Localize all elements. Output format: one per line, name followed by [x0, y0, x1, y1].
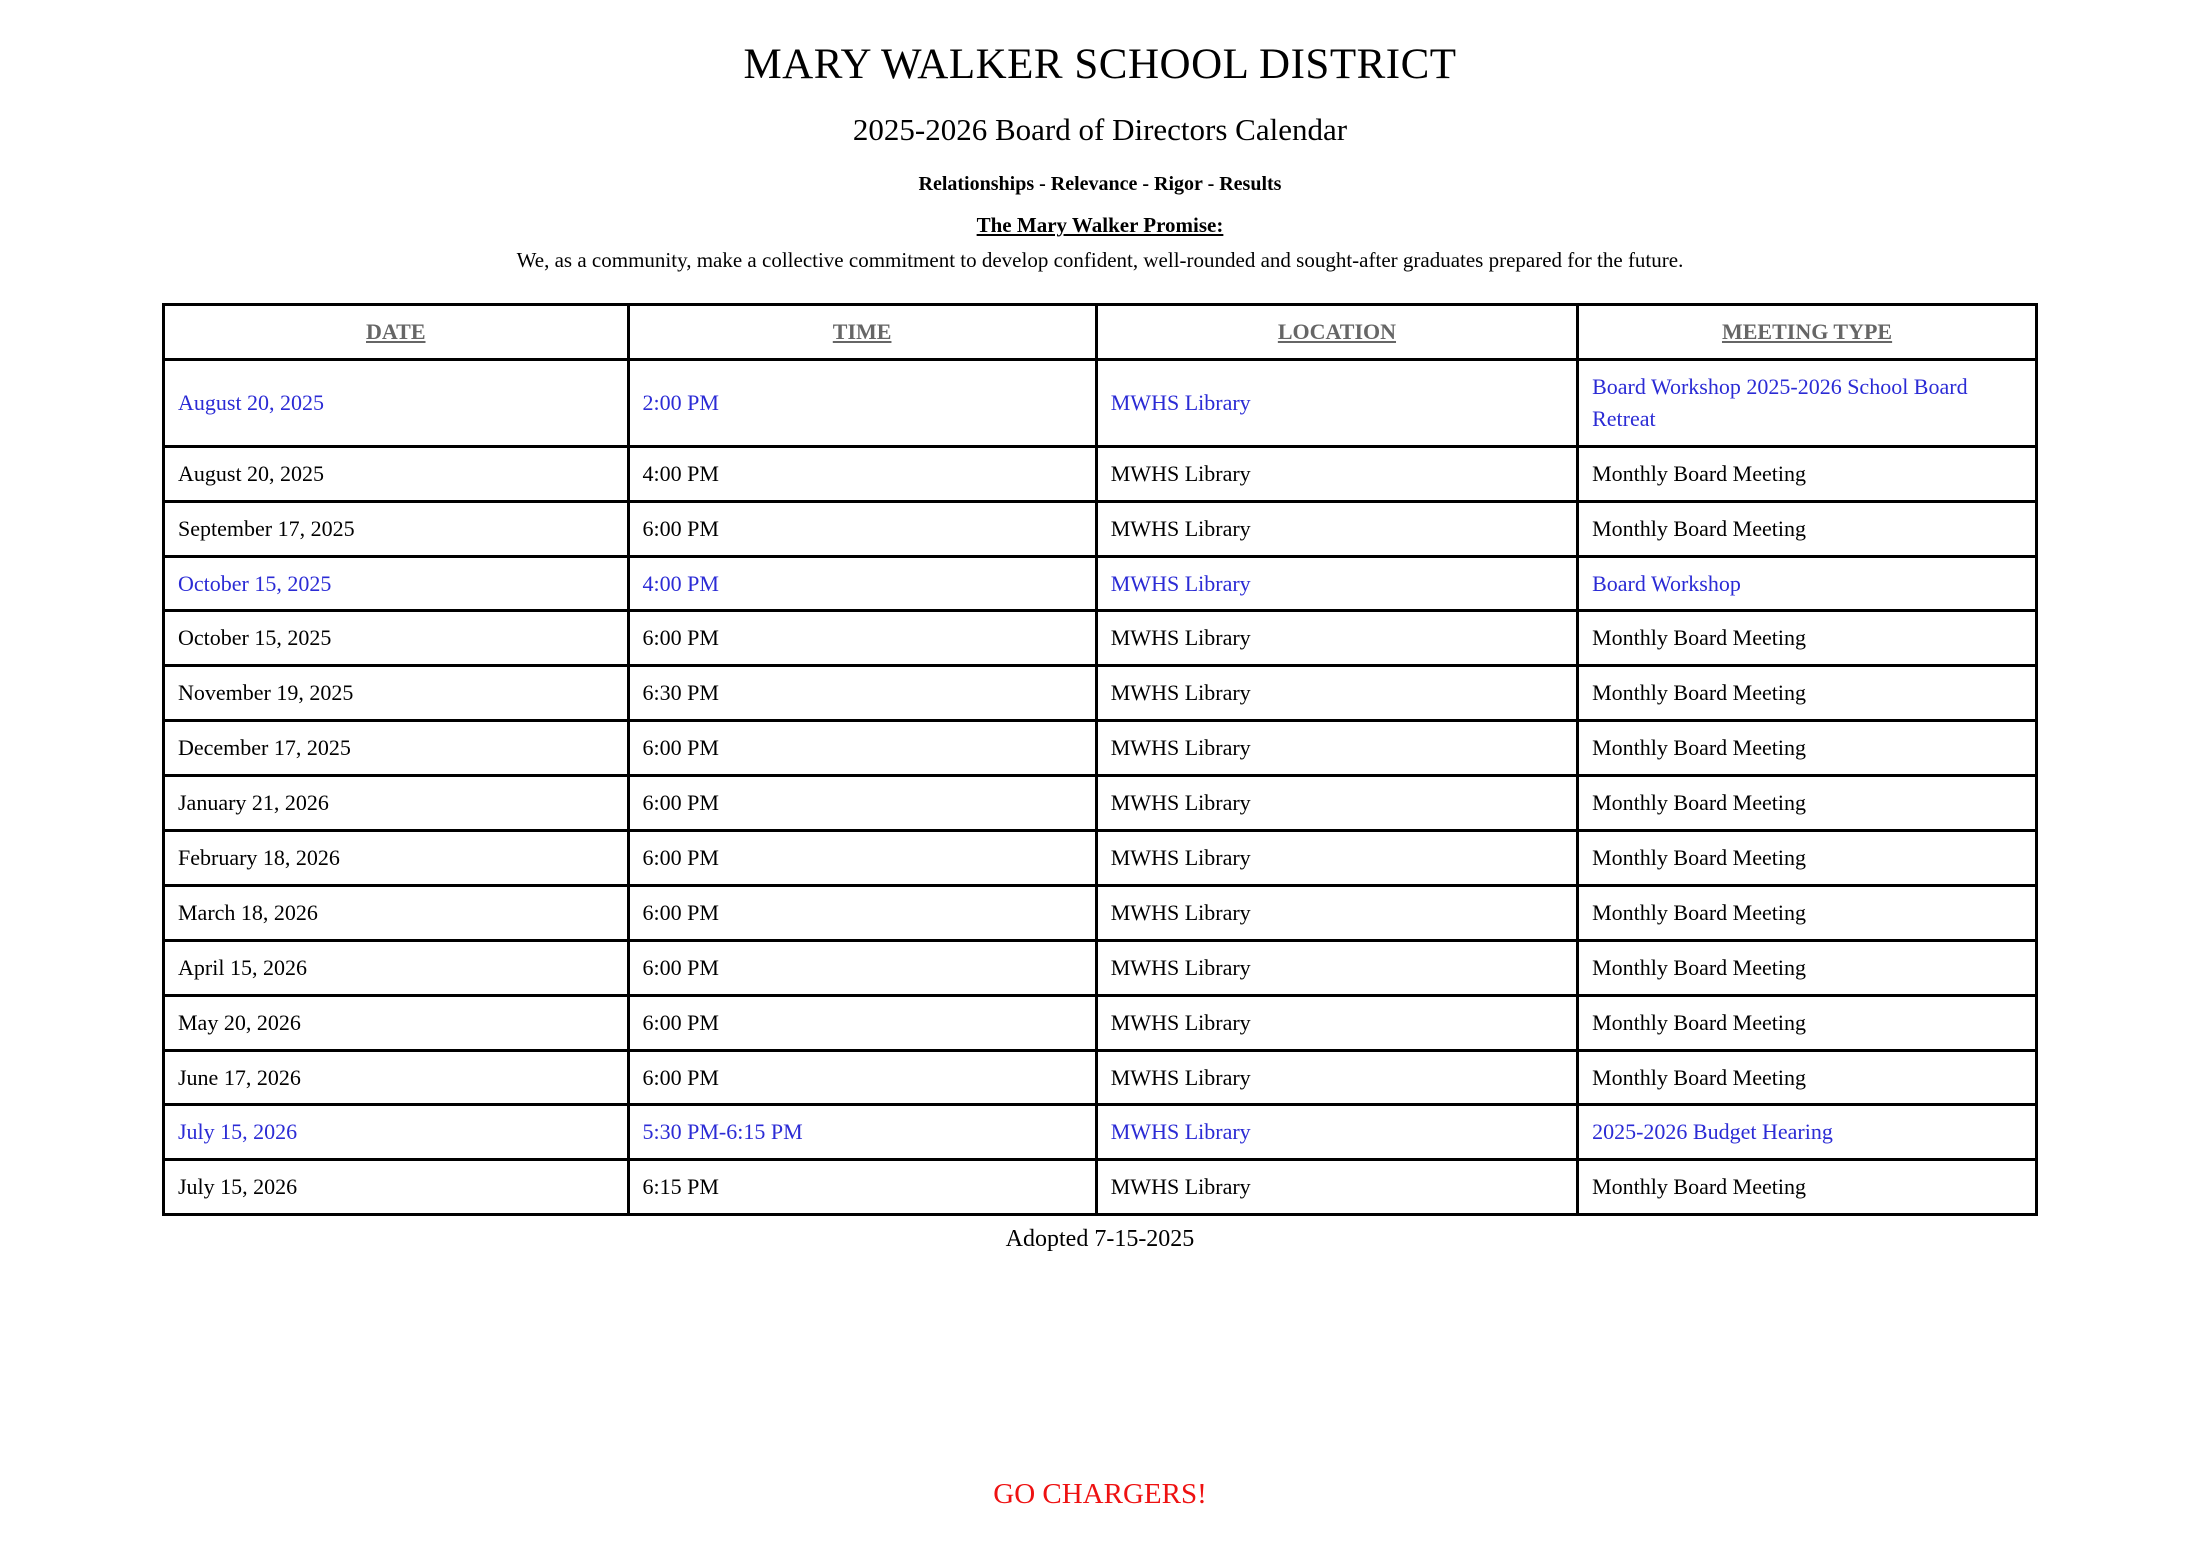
time-cell: 6:00 PM — [628, 940, 1096, 995]
location-cell: MWHS Library — [1096, 666, 1577, 721]
meeting-type-cell: 2025-2026 Budget Hearing — [1578, 1105, 2037, 1160]
calendar-subtitle: 2025-2026 Board of Directors Calendar — [852, 112, 1348, 147]
location-cell: MWHS Library — [1096, 360, 1577, 447]
date-cell: July 15, 2026 — [164, 1105, 629, 1160]
date-cell: January 21, 2026 — [164, 776, 629, 831]
location-cell: MWHS Library — [1096, 995, 1577, 1050]
promise-text: We, as a community, make a collective commitment to develop confident, well-rounded and sought-after graduates prepared for the future. — [516, 248, 1684, 272]
table-row — [164, 666, 2037, 721]
time-cell: 6:00 PM — [628, 721, 1096, 776]
date-cell: December 17, 2025 — [164, 721, 629, 776]
table-row — [164, 1050, 2037, 1105]
location-cell: MWHS Library — [1096, 1105, 1577, 1160]
date-cell: July 15, 2026 — [164, 1160, 629, 1215]
table-row — [164, 556, 2037, 611]
table-row — [164, 776, 2037, 831]
time-cell: 6:00 PM — [628, 831, 1096, 886]
table-row — [164, 446, 2037, 501]
district-title: MARY WALKER SCHOOL DISTRICT — [743, 41, 1457, 88]
date-cell: September 17, 2025 — [164, 501, 629, 556]
time-cell: 4:00 PM — [628, 446, 1096, 501]
time-cell: 6:00 PM — [628, 885, 1096, 940]
time-cell: 6:30 PM — [628, 666, 1096, 721]
location-cell: MWHS Library — [1096, 776, 1577, 831]
meeting-type-cell: Board Workshop — [1578, 556, 2037, 611]
location-cell: MWHS Library — [1096, 446, 1577, 501]
meeting-type-cell: Monthly Board Meeting — [1578, 940, 2037, 995]
date-cell: August 20, 2025 — [164, 446, 629, 501]
time-cell: 6:00 PM — [628, 501, 1096, 556]
adopted-date-note: Adopted 7-15-2025 — [1005, 1226, 1195, 1253]
location-cell: MWHS Library — [1096, 940, 1577, 995]
table-header-row — [164, 305, 2037, 360]
location-cell: MWHS Library — [1096, 1160, 1577, 1215]
date-cell: February 18, 2026 — [164, 831, 629, 886]
meeting-type-cell: Board Workshop 2025-2026 School Board Retreat — [1578, 360, 2037, 447]
date-cell: October 15, 2025 — [164, 611, 629, 666]
meeting-type-cell: Monthly Board Meeting — [1578, 1050, 2037, 1105]
meeting-type-cell: Monthly Board Meeting — [1578, 1160, 2037, 1215]
promise-heading: The Mary Walker Promise: — [976, 213, 1224, 237]
meeting-type-cell: Monthly Board Meeting — [1578, 776, 2037, 831]
time-cell: 2:00 PM — [628, 360, 1096, 447]
table-row — [164, 611, 2037, 666]
time-cell: 5:30 PM-6:15 PM — [628, 1105, 1096, 1160]
table-row — [164, 1160, 2037, 1215]
date-cell: November 19, 2025 — [164, 666, 629, 721]
meeting-type-cell: Monthly Board Meeting — [1578, 611, 2037, 666]
meeting-type-cell: Monthly Board Meeting — [1578, 501, 2037, 556]
meeting-type-cell: Monthly Board Meeting — [1578, 446, 2037, 501]
time-cell: 6:00 PM — [628, 776, 1096, 831]
spirit-slogan: GO CHARGERS! — [993, 1478, 1207, 1511]
location-cell: MWHS Library — [1096, 1050, 1577, 1105]
meeting-type-cell: Monthly Board Meeting — [1578, 721, 2037, 776]
document-header — [0, 0, 2200, 273]
meeting-type-column-header: MEETING TYPE — [1578, 305, 2037, 360]
location-cell: MWHS Library — [1096, 556, 1577, 611]
meeting-type-cell: Monthly Board Meeting — [1578, 831, 2037, 886]
location-cell: MWHS Library — [1096, 721, 1577, 776]
location-cell: MWHS Library — [1096, 501, 1577, 556]
date-cell: October 15, 2025 — [164, 556, 629, 611]
time-cell: 6:00 PM — [628, 1050, 1096, 1105]
time-cell: 4:00 PM — [628, 556, 1096, 611]
date-cell: June 17, 2026 — [164, 1050, 629, 1105]
location-cell: MWHS Library — [1096, 831, 1577, 886]
time-cell: 6:00 PM — [628, 995, 1096, 1050]
meeting-type-cell: Monthly Board Meeting — [1578, 885, 2037, 940]
meeting-type-cell: Monthly Board Meeting — [1578, 995, 2037, 1050]
board-calendar-table — [162, 303, 2038, 1216]
meeting-type-cell: Monthly Board Meeting — [1578, 666, 2037, 721]
time-cell: 6:15 PM — [628, 1160, 1096, 1215]
date-cell: August 20, 2025 — [164, 360, 629, 447]
date-column-header: DATE — [164, 305, 629, 360]
district-motto: Relationships - Relevance - Rigor - Results — [918, 173, 1282, 195]
table-row — [164, 1105, 2037, 1160]
date-cell: March 18, 2026 — [164, 885, 629, 940]
table-row — [164, 501, 2037, 556]
table-row — [164, 831, 2037, 886]
date-cell: May 20, 2026 — [164, 995, 629, 1050]
location-column-header: LOCATION — [1096, 305, 1577, 360]
table-row — [164, 721, 2037, 776]
date-cell: April 15, 2026 — [164, 940, 629, 995]
table-row — [164, 885, 2037, 940]
table-row — [164, 940, 2037, 995]
location-cell: MWHS Library — [1096, 885, 1577, 940]
location-cell: MWHS Library — [1096, 611, 1577, 666]
table-row — [164, 360, 2037, 447]
time-cell: 6:00 PM — [628, 611, 1096, 666]
table-row — [164, 995, 2037, 1050]
time-column-header: TIME — [628, 305, 1096, 360]
